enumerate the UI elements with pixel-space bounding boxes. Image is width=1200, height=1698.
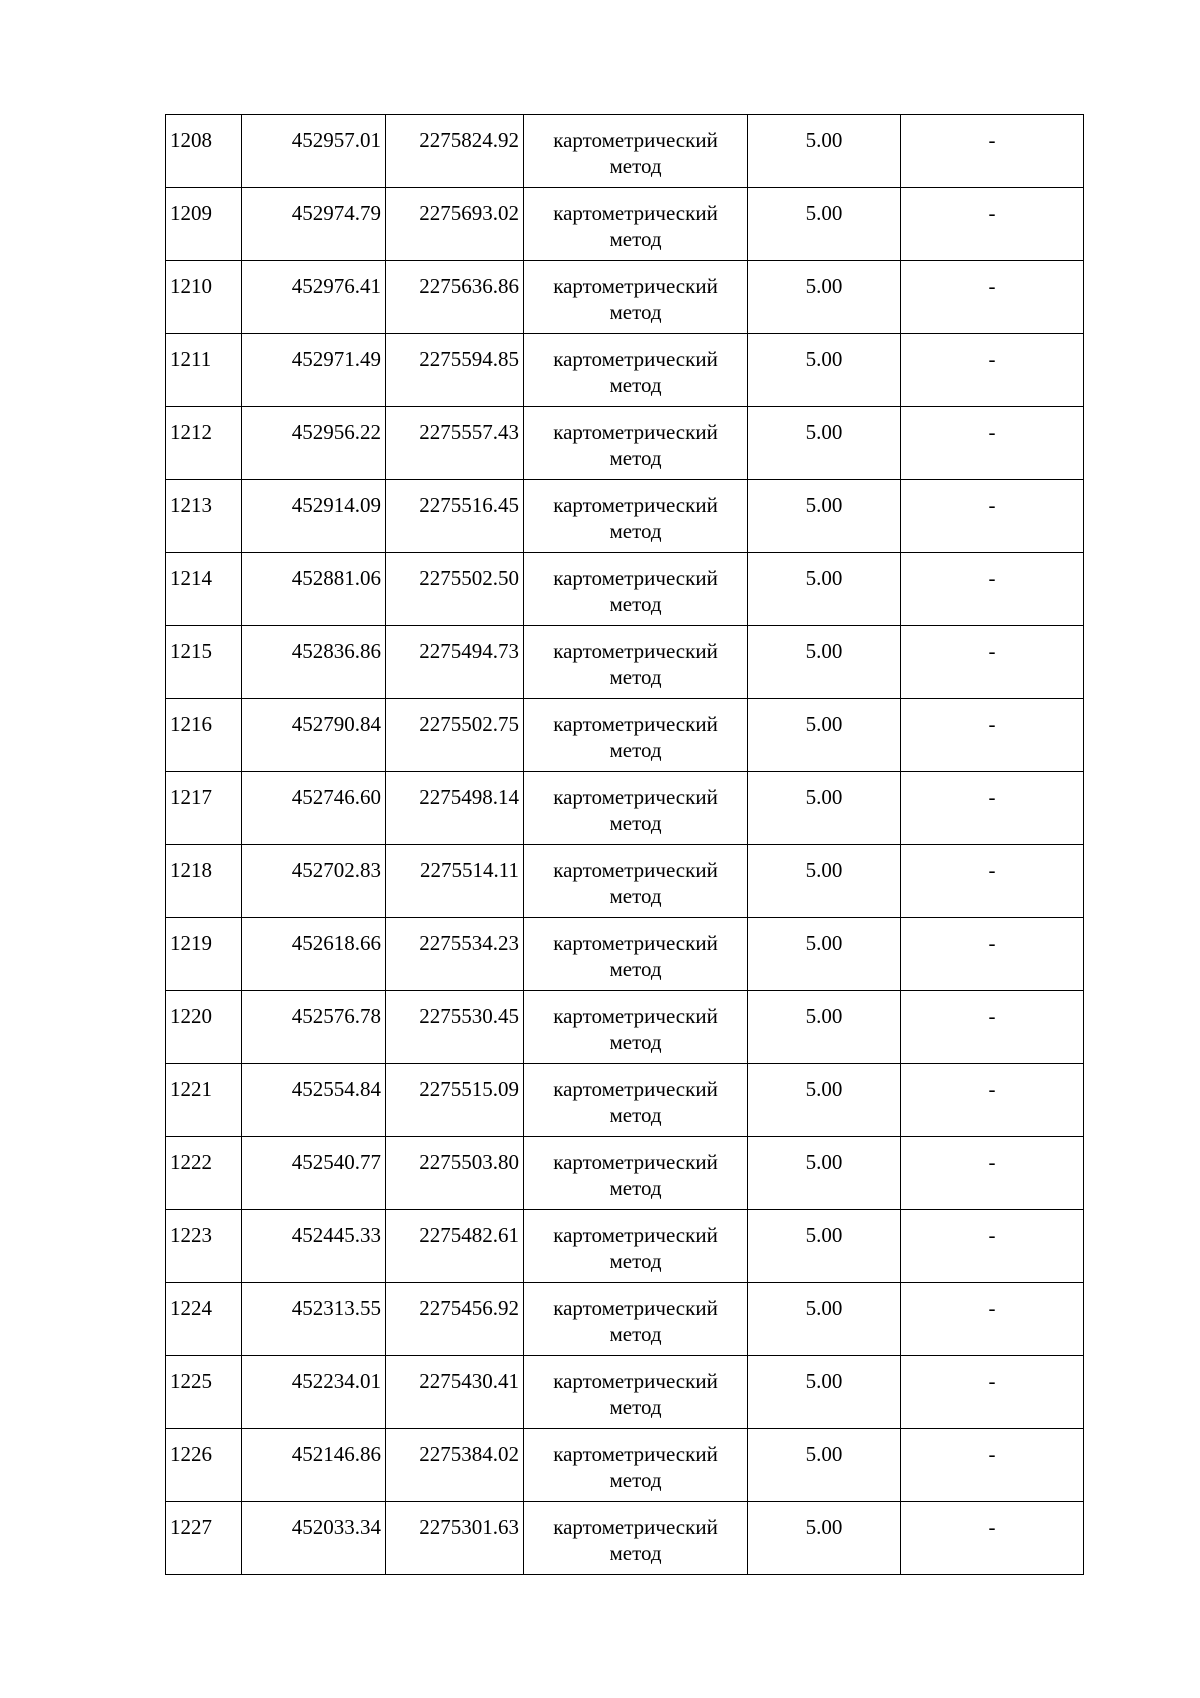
method-text-line-2: метод	[609, 300, 662, 324]
method-cell	[524, 845, 748, 918]
y-coordinate-cell: 2275494.73	[386, 626, 524, 699]
method-text-line-2: метод	[609, 884, 662, 908]
y-coordinate-cell: 2275534.23	[386, 918, 524, 991]
method-text-line-1: картометрический	[553, 712, 718, 736]
x-coordinate-cell: 452914.09	[242, 480, 386, 553]
description-cell: -	[901, 918, 1084, 991]
method-text-line-2: метод	[609, 154, 662, 178]
description-cell: -	[901, 699, 1084, 772]
y-coordinate-cell: 2275498.14	[386, 772, 524, 845]
method-text-line-1: картометрический	[553, 1296, 718, 1320]
x-coordinate-cell: 452881.06	[242, 553, 386, 626]
point-number-cell: 1215	[166, 626, 242, 699]
precision-cell: 5.00	[748, 553, 901, 626]
description-cell: -	[901, 480, 1084, 553]
method-cell	[524, 1283, 748, 1356]
x-coordinate-cell: 452033.34	[242, 1502, 386, 1575]
point-number-cell: 1221	[166, 1064, 242, 1137]
description-cell: -	[901, 772, 1084, 845]
y-coordinate-cell: 2275636.86	[386, 261, 524, 334]
method-text-line-1: картометрический	[553, 1223, 718, 1247]
precision-cell: 5.00	[748, 699, 901, 772]
description-cell: -	[901, 1356, 1084, 1429]
precision-cell: 5.00	[748, 115, 901, 188]
table-row	[166, 261, 1084, 334]
coordinates-table	[165, 114, 1084, 1575]
method-text-line-1: картометрический	[553, 1004, 718, 1028]
description-cell: -	[901, 845, 1084, 918]
x-coordinate-cell: 452554.84	[242, 1064, 386, 1137]
method-text-line-1: картометрический	[553, 1077, 718, 1101]
precision-cell: 5.00	[748, 991, 901, 1064]
method-text-line-2: метод	[609, 519, 662, 543]
method-text-line-2: метод	[609, 1468, 662, 1492]
y-coordinate-cell: 2275430.41	[386, 1356, 524, 1429]
x-coordinate-cell: 452445.33	[242, 1210, 386, 1283]
x-coordinate-cell: 452702.83	[242, 845, 386, 918]
table-row	[166, 115, 1084, 188]
table-row	[166, 480, 1084, 553]
method-text-line-2: метод	[609, 1030, 662, 1054]
x-coordinate-cell: 452836.86	[242, 626, 386, 699]
description-cell: -	[901, 1137, 1084, 1210]
y-coordinate-cell: 2275482.61	[386, 1210, 524, 1283]
method-text-line-1: картометрический	[553, 1515, 718, 1539]
description-cell: -	[901, 261, 1084, 334]
table-row	[166, 626, 1084, 699]
table-row	[166, 1137, 1084, 1210]
y-coordinate-cell: 2275824.92	[386, 115, 524, 188]
method-text-line-1: картометрический	[553, 1442, 718, 1466]
precision-cell: 5.00	[748, 261, 901, 334]
y-coordinate-cell: 2275693.02	[386, 188, 524, 261]
x-coordinate-cell: 452746.60	[242, 772, 386, 845]
method-cell	[524, 1210, 748, 1283]
y-coordinate-cell: 2275516.45	[386, 480, 524, 553]
description-cell: -	[901, 1429, 1084, 1502]
y-coordinate-cell: 2275502.75	[386, 699, 524, 772]
method-text-line-1: картометрический	[553, 128, 718, 152]
description-cell: -	[901, 553, 1084, 626]
point-number-cell: 1226	[166, 1429, 242, 1502]
y-coordinate-cell: 2275530.45	[386, 991, 524, 1064]
x-coordinate-cell: 452956.22	[242, 407, 386, 480]
precision-cell: 5.00	[748, 334, 901, 407]
table-row	[166, 334, 1084, 407]
point-number-cell: 1225	[166, 1356, 242, 1429]
method-cell	[524, 772, 748, 845]
method-text-line-1: картометрический	[553, 858, 718, 882]
method-cell	[524, 1137, 748, 1210]
description-cell: -	[901, 334, 1084, 407]
precision-cell: 5.00	[748, 626, 901, 699]
y-coordinate-cell: 2275515.09	[386, 1064, 524, 1137]
y-coordinate-cell: 2275502.50	[386, 553, 524, 626]
method-cell	[524, 1429, 748, 1502]
method-cell	[524, 261, 748, 334]
method-text-line-2: метод	[609, 373, 662, 397]
description-cell: -	[901, 1502, 1084, 1575]
method-cell	[524, 626, 748, 699]
method-text-line-2: метод	[609, 1322, 662, 1346]
method-cell	[524, 553, 748, 626]
y-coordinate-cell: 2275456.92	[386, 1283, 524, 1356]
x-coordinate-cell: 452618.66	[242, 918, 386, 991]
x-coordinate-cell: 452146.86	[242, 1429, 386, 1502]
x-coordinate-cell: 452234.01	[242, 1356, 386, 1429]
description-cell: -	[901, 1283, 1084, 1356]
x-coordinate-cell: 452540.77	[242, 1137, 386, 1210]
method-text-line-2: метод	[609, 227, 662, 251]
description-cell: -	[901, 1210, 1084, 1283]
method-text-line-2: метод	[609, 1395, 662, 1419]
point-number-cell: 1224	[166, 1283, 242, 1356]
table-row	[166, 407, 1084, 480]
method-text-line-1: картометрический	[553, 493, 718, 517]
method-text-line-2: метод	[609, 1176, 662, 1200]
y-coordinate-cell: 2275557.43	[386, 407, 524, 480]
point-number-cell: 1209	[166, 188, 242, 261]
table-row	[166, 699, 1084, 772]
point-number-cell: 1216	[166, 699, 242, 772]
coordinates-table-body	[166, 115, 1084, 1575]
method-text-line-1: картометрический	[553, 639, 718, 663]
table-row	[166, 1064, 1084, 1137]
method-text-line-1: картометрический	[553, 274, 718, 298]
y-coordinate-cell: 2275514.11	[386, 845, 524, 918]
table-row	[166, 845, 1084, 918]
method-text-line-2: метод	[609, 1103, 662, 1127]
precision-cell: 5.00	[748, 407, 901, 480]
x-coordinate-cell: 452957.01	[242, 115, 386, 188]
table-row	[166, 1502, 1084, 1575]
method-text-line-2: метод	[609, 665, 662, 689]
precision-cell: 5.00	[748, 1210, 901, 1283]
method-cell	[524, 115, 748, 188]
method-text-line-2: метод	[609, 1249, 662, 1273]
point-number-cell: 1217	[166, 772, 242, 845]
precision-cell: 5.00	[748, 480, 901, 553]
table-row	[166, 1283, 1084, 1356]
table-row	[166, 918, 1084, 991]
method-cell	[524, 1356, 748, 1429]
table-row	[166, 1210, 1084, 1283]
description-cell: -	[901, 115, 1084, 188]
precision-cell: 5.00	[748, 1356, 901, 1429]
point-number-cell: 1227	[166, 1502, 242, 1575]
x-coordinate-cell: 452971.49	[242, 334, 386, 407]
method-cell	[524, 918, 748, 991]
table-row	[166, 553, 1084, 626]
method-text-line-1: картометрический	[553, 1150, 718, 1174]
description-cell: -	[901, 407, 1084, 480]
point-number-cell: 1211	[166, 334, 242, 407]
precision-cell: 5.00	[748, 918, 901, 991]
description-cell: -	[901, 991, 1084, 1064]
y-coordinate-cell: 2275384.02	[386, 1429, 524, 1502]
x-coordinate-cell: 452790.84	[242, 699, 386, 772]
method-text-line-1: картометрический	[553, 347, 718, 371]
method-text-line-2: метод	[609, 738, 662, 762]
point-number-cell: 1214	[166, 553, 242, 626]
method-cell	[524, 699, 748, 772]
precision-cell: 5.00	[748, 845, 901, 918]
table-row	[166, 772, 1084, 845]
table-row	[166, 1356, 1084, 1429]
table-row	[166, 1429, 1084, 1502]
precision-cell: 5.00	[748, 772, 901, 845]
table-row	[166, 991, 1084, 1064]
point-number-cell: 1223	[166, 1210, 242, 1283]
y-coordinate-cell: 2275594.85	[386, 334, 524, 407]
method-text-line-2: метод	[609, 1541, 662, 1565]
method-cell	[524, 480, 748, 553]
point-number-cell: 1213	[166, 480, 242, 553]
table-row	[166, 188, 1084, 261]
method-text-line-1: картометрический	[553, 420, 718, 444]
method-cell	[524, 1064, 748, 1137]
method-text-line-2: метод	[609, 592, 662, 616]
method-cell	[524, 991, 748, 1064]
point-number-cell: 1222	[166, 1137, 242, 1210]
x-coordinate-cell: 452576.78	[242, 991, 386, 1064]
method-text-line-2: метод	[609, 446, 662, 470]
method-text-line-2: метод	[609, 957, 662, 981]
method-text-line-2: метод	[609, 811, 662, 835]
precision-cell: 5.00	[748, 1064, 901, 1137]
x-coordinate-cell: 452313.55	[242, 1283, 386, 1356]
x-coordinate-cell: 452974.79	[242, 188, 386, 261]
precision-cell: 5.00	[748, 1502, 901, 1575]
method-cell	[524, 407, 748, 480]
method-cell	[524, 188, 748, 261]
precision-cell: 5.00	[748, 1429, 901, 1502]
method-text-line-1: картометрический	[553, 1369, 718, 1393]
point-number-cell: 1210	[166, 261, 242, 334]
point-number-cell: 1219	[166, 918, 242, 991]
method-cell	[524, 334, 748, 407]
precision-cell: 5.00	[748, 188, 901, 261]
method-cell	[524, 1502, 748, 1575]
point-number-cell: 1220	[166, 991, 242, 1064]
description-cell: -	[901, 188, 1084, 261]
method-text-line-1: картометрический	[553, 931, 718, 955]
point-number-cell: 1208	[166, 115, 242, 188]
method-text-line-1: картометрический	[553, 785, 718, 809]
x-coordinate-cell: 452976.41	[242, 261, 386, 334]
point-number-cell: 1212	[166, 407, 242, 480]
y-coordinate-cell: 2275503.80	[386, 1137, 524, 1210]
description-cell: -	[901, 1064, 1084, 1137]
method-text-line-1: картометрический	[553, 566, 718, 590]
description-cell: -	[901, 626, 1084, 699]
method-text-line-1: картометрический	[553, 201, 718, 225]
y-coordinate-cell: 2275301.63	[386, 1502, 524, 1575]
precision-cell: 5.00	[748, 1137, 901, 1210]
precision-cell: 5.00	[748, 1283, 901, 1356]
point-number-cell: 1218	[166, 845, 242, 918]
